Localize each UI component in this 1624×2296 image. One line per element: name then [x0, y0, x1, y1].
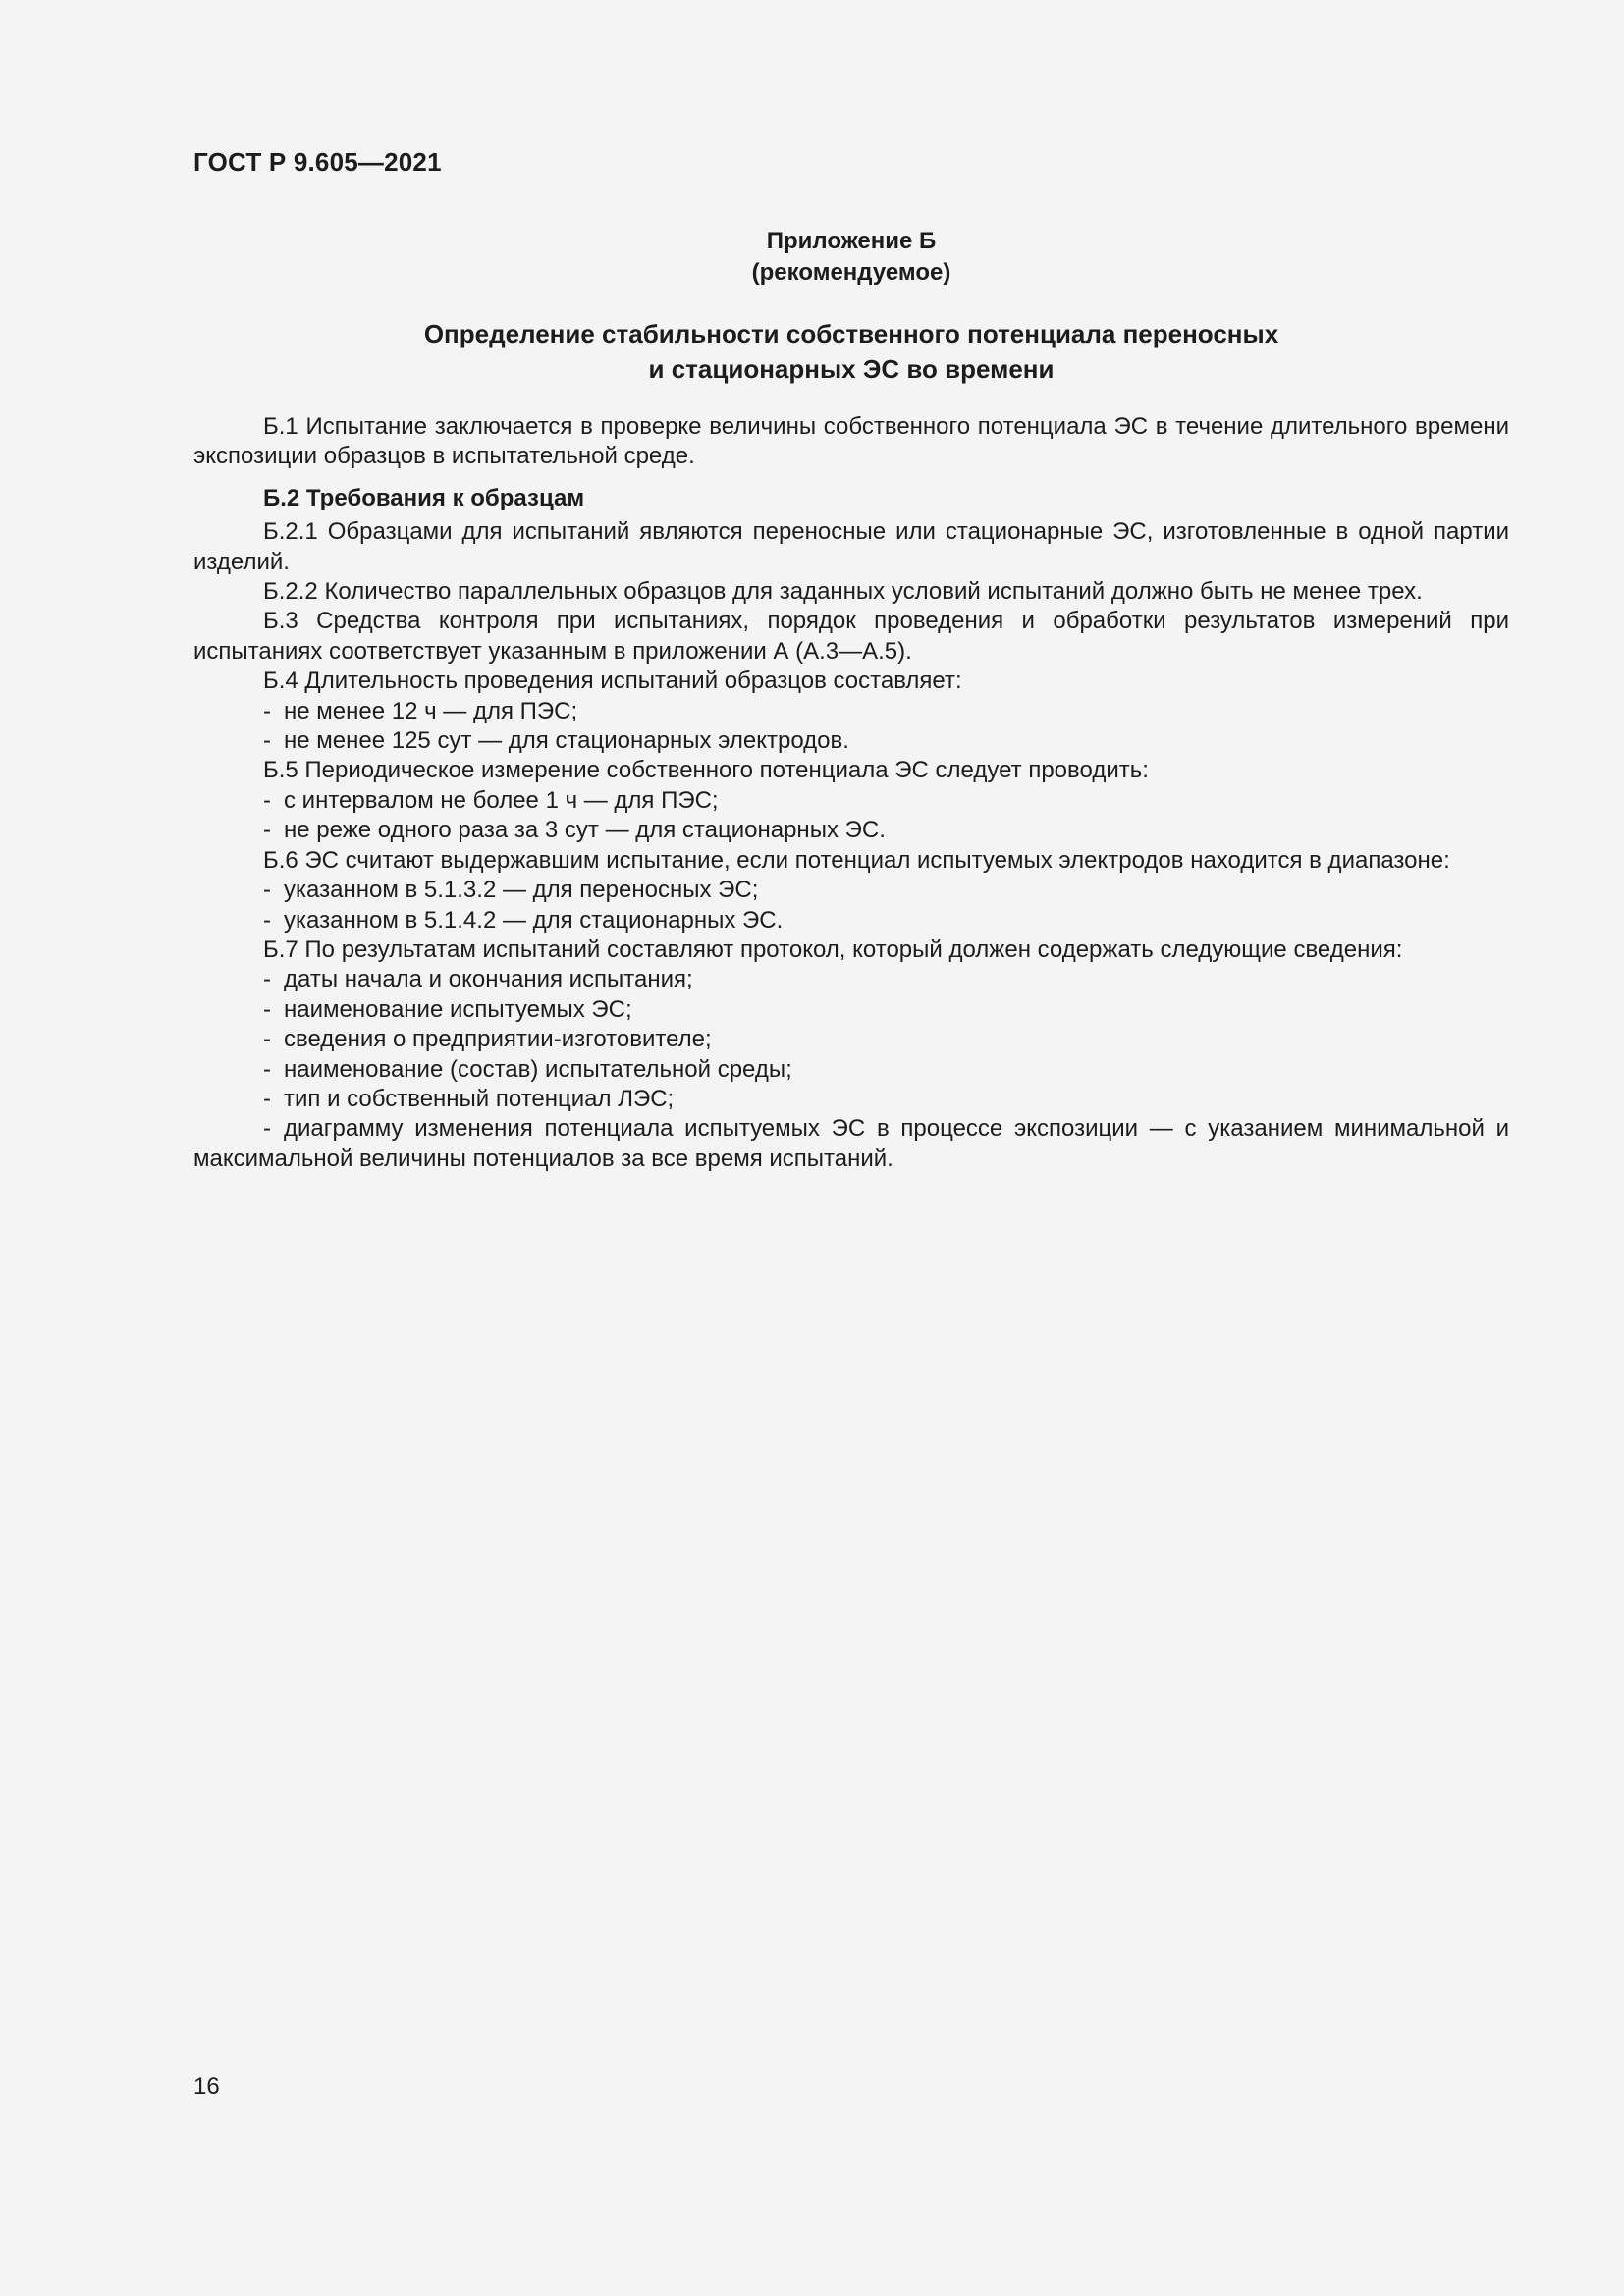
list-item-text: указанном в 5.1.3.2 — для переносных ЭС; [284, 877, 759, 904]
list-item-text: диаграмму изменения потенциала испытуемых ЭС в процессе экспозиции — с указанием минимальной и максимальной величины потенциалов за все время испытаний. [193, 1115, 1509, 1172]
list-item-text: даты начала и окончания испытания; [284, 966, 693, 993]
dash-marker: - [263, 906, 271, 934]
dash-marker: - [263, 727, 271, 755]
paragraph-b1: Б.1 Испытание заключается в проверке величины собственного потенциала ЭС в течение длительного времени экспозиции образцов в испытательной среде. [193, 413, 1509, 470]
list-item-text: указанном в 5.1.4.2 — для стационарных ЭС. [284, 906, 784, 934]
list-item-text: тип и собственный потенциал ЛЭС; [284, 1085, 675, 1112]
list-item-text: не реже одного раза за 3 сут — для стационарных ЭС. [284, 817, 886, 844]
list-item [193, 1085, 1509, 1114]
list-item [193, 965, 1509, 994]
list-item [193, 816, 1509, 845]
dash-marker: - [263, 1026, 271, 1053]
list-item [193, 876, 1509, 905]
section-heading-b2: Б.2 Требования к образцам [263, 484, 585, 511]
dash-marker: - [263, 966, 271, 993]
list-item [193, 1025, 1509, 1054]
dash-marker: - [263, 1115, 271, 1143]
list-item-text: с интервалом не более 1 ч — для ПЭС; [284, 786, 719, 814]
paragraph-b7: Б.7 По результатам испытаний составляют протокол, который должен содержать следующие сведения: [263, 935, 1403, 963]
list-item-text: не менее 12 ч — для ПЭС; [284, 697, 578, 724]
list-item-text: не менее 125 сут — для стационарных электродов. [284, 727, 849, 755]
dash-marker: - [263, 786, 271, 814]
list-item [193, 697, 1509, 726]
list-item [193, 1114, 1509, 1174]
list-item [193, 906, 1509, 935]
dash-marker: - [263, 995, 271, 1023]
paragraph-b3: Б.3 Средства контроля при испытаниях, порядок проведения и обработки результатов измерений при испытаниях соответствует указанным в приложении А (А.3—А.5). [193, 608, 1509, 665]
annex-title [193, 316, 1509, 387]
annex-status: (рекомендуемое) [751, 259, 951, 286]
page-number: 16 [193, 2073, 220, 2100]
annex-body [193, 412, 1509, 1174]
list-item-text: наименование испытуемых ЭС; [284, 995, 632, 1023]
list-item-text: сведения о предприятии-изготовителе; [284, 1026, 712, 1053]
document-code: ГОСТ Р 9.605—2021 [193, 147, 442, 177]
dash-marker: - [263, 1085, 271, 1112]
list-item-text: наименование (состав) испытательной среды; [284, 1055, 792, 1083]
paragraph-b2-1: Б.2.1 Образцами для испытаний являются переносные или стационарные ЭС, изготовленные в одной партии изделий. [193, 518, 1509, 575]
paragraph-b2-2: Б.2.2 Количество параллельных образцов для заданных условий испытаний должно быть не менее трех. [263, 578, 1423, 606]
annex-title-line-1: Определение стабильности собственного потенциала переносных [423, 319, 1279, 348]
paragraph-b5: Б.5 Периодическое измерение собственного потенциала ЭС следует проводить: [263, 757, 1149, 784]
list-item [193, 726, 1509, 756]
list-item [193, 786, 1509, 816]
paragraph-b4: Б.4 Длительность проведения испытаний образцов составляет: [263, 667, 962, 695]
annex-label: Приложение Б [766, 228, 937, 254]
list-item [193, 1055, 1509, 1085]
dash-marker: - [263, 1055, 271, 1083]
paragraph-b6: Б.6 ЭС считают выдержавшим испытание, если потенциал испытуемых электродов находится в диапазоне: [263, 846, 1450, 874]
annex-heading [193, 226, 1509, 289]
dash-marker: - [263, 877, 271, 904]
dash-marker: - [263, 817, 271, 844]
list-item [193, 995, 1509, 1025]
dash-marker: - [263, 697, 271, 724]
annex-title-line-2: и стационарных ЭС во времени [648, 354, 1055, 384]
